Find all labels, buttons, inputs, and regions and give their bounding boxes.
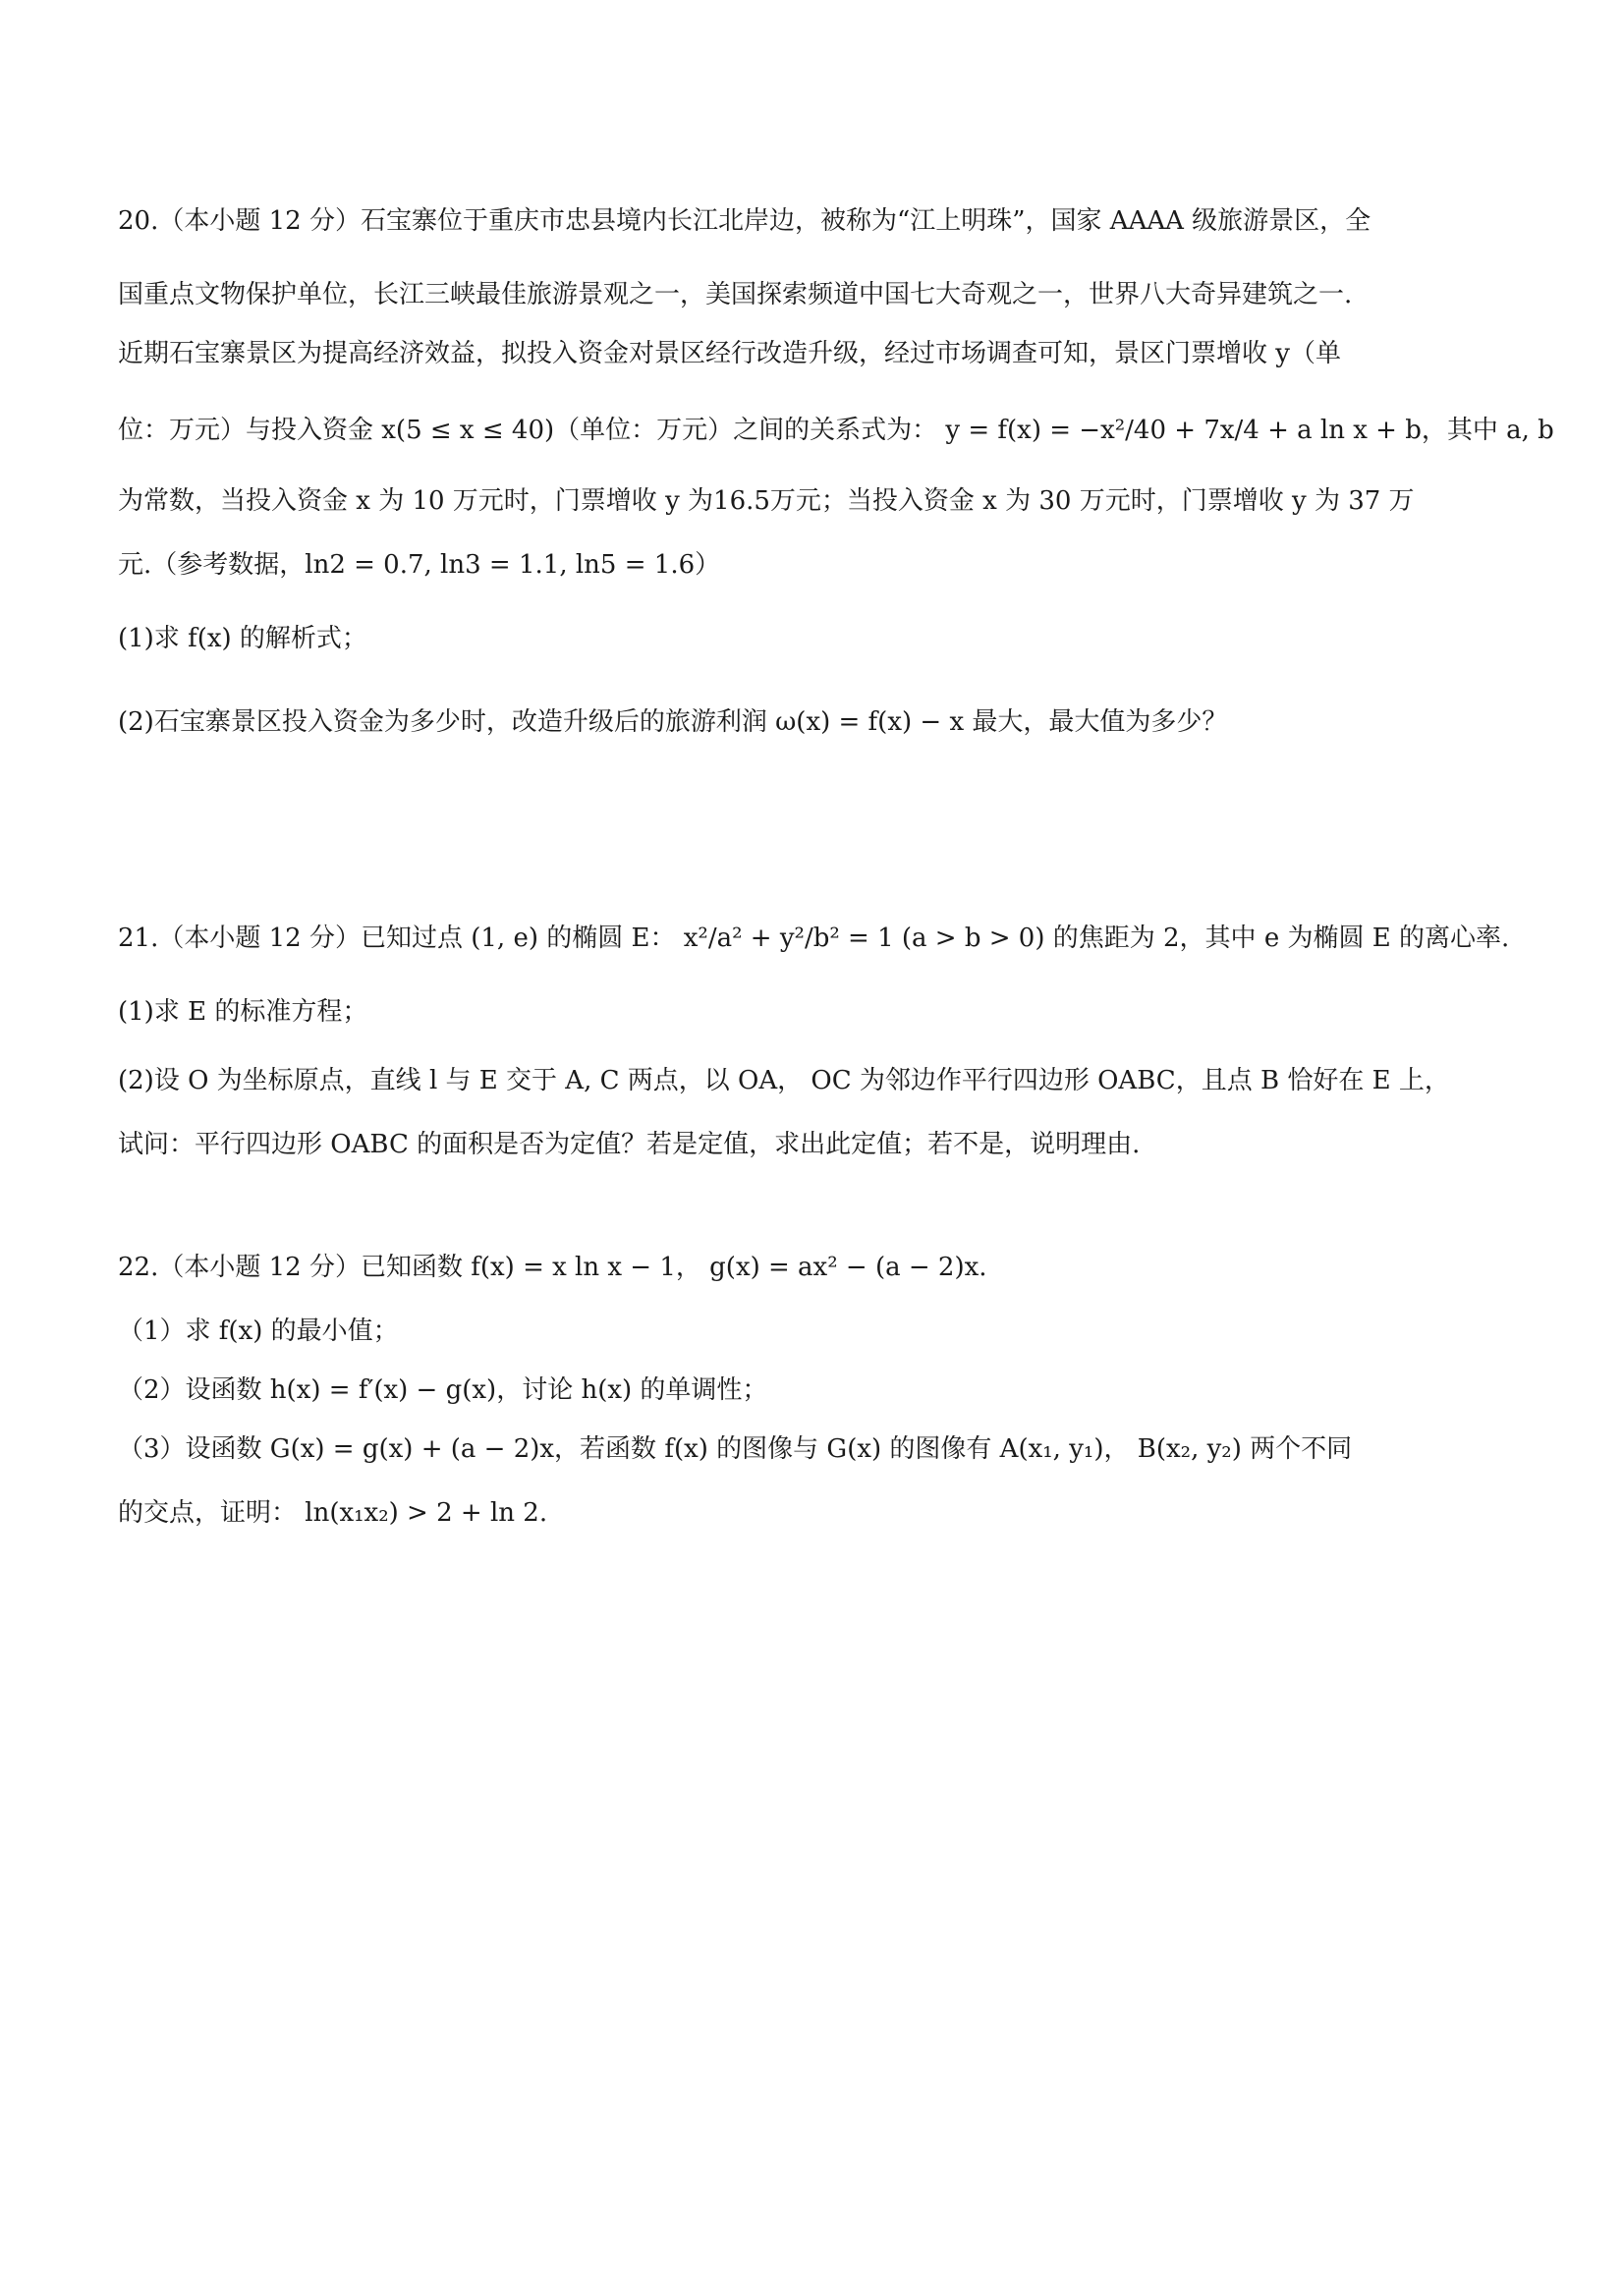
q22-part-1: （1）求 f(x) 的最小值； — [118, 1316, 399, 1346]
q20-line-1: 20.（本小题 12 分）石宝寨位于重庆市忠县境内长江北岸边，被称为“江上明珠”，国家 AAAA 级旅游景区，全 — [118, 206, 1371, 236]
q20-line-6: 元.（参考数据，ln2 = 0.7, ln3 = 1.1, ln5 = 1.6） — [118, 550, 721, 580]
q22-line-1: 22.（本小题 12 分）已知函数 f(x) = x ln x − 1， g(x) = ax² − (a − 2)x. — [118, 1253, 987, 1282]
q20-line-4: 位：万元）与投入资金 x(5 ≤ x ≤ 40)（单位：万元）之间的关系式为： y = f(x) = −x²/40 + 7x/4 + a ln x + b，其中 a, b — [118, 416, 1554, 445]
q21-part-2a: (2)设 O 为坐标原点，直线 l 与 E 交于 A, C 两点，以 OA， OC 为邻边作平行四边形 OABC，且点 B 恰好在 E 上， — [118, 1066, 1450, 1095]
q21-part-1: (1)求 E 的标准方程； — [118, 997, 368, 1027]
q20-part-2: (2)石宝寨景区投入资金为多少时，改造升级后的旅游利润 ω(x) = f(x) − x 最大，最大值为多少？ — [118, 707, 1228, 737]
q21-part-2b: 试问：平行四边形 OABC 的面积是否为定值？若是定值，求出此定值；若不是，说明理由. — [118, 1130, 1141, 1159]
q20-line-5: 为常数，当投入资金 x 为 10 万元时，门票增收 y 为16.5万元；当投入资金 x 为 30 万元时，门票增收 y 为 37 万 — [118, 486, 1415, 516]
q21-line-1: 21.（本小题 12 分）已知过点 (1, e) 的椭圆 E： x²/a² + y²/b² = 1 (a > b > 0) 的焦距为 2，其中 e 为椭圆 E 的离心率. — [118, 924, 1510, 953]
q22-part-2: （2）设函数 h(x) = f′(x) − g(x)，讨论 h(x) 的单调性； — [118, 1375, 768, 1405]
q20-line-3: 近期石宝寨景区为提高经济效益，拟投入资金对景区经行改造升级，经过市场调查可知，景区门票增收 y（单 — [118, 339, 1341, 368]
q22-part-3a: （3）设函数 G(x) = g(x) + (a − 2)x，若函数 f(x) 的图像与 G(x) 的图像有 A(x₁, y₁)， B(x₂, y₂) 两个不同 — [118, 1434, 1353, 1464]
q22-part-3b: 的交点，证明： ln(x₁x₂) > 2 + ln 2. — [118, 1498, 548, 1528]
q20-line-2: 国重点文物保护单位，长江三峡最佳旅游景观之一，美国探索频道中国七大奇观之一，世界八大奇异建筑之一. — [118, 280, 1353, 309]
q20-part-1: (1)求 f(x) 的解析式； — [118, 624, 367, 653]
